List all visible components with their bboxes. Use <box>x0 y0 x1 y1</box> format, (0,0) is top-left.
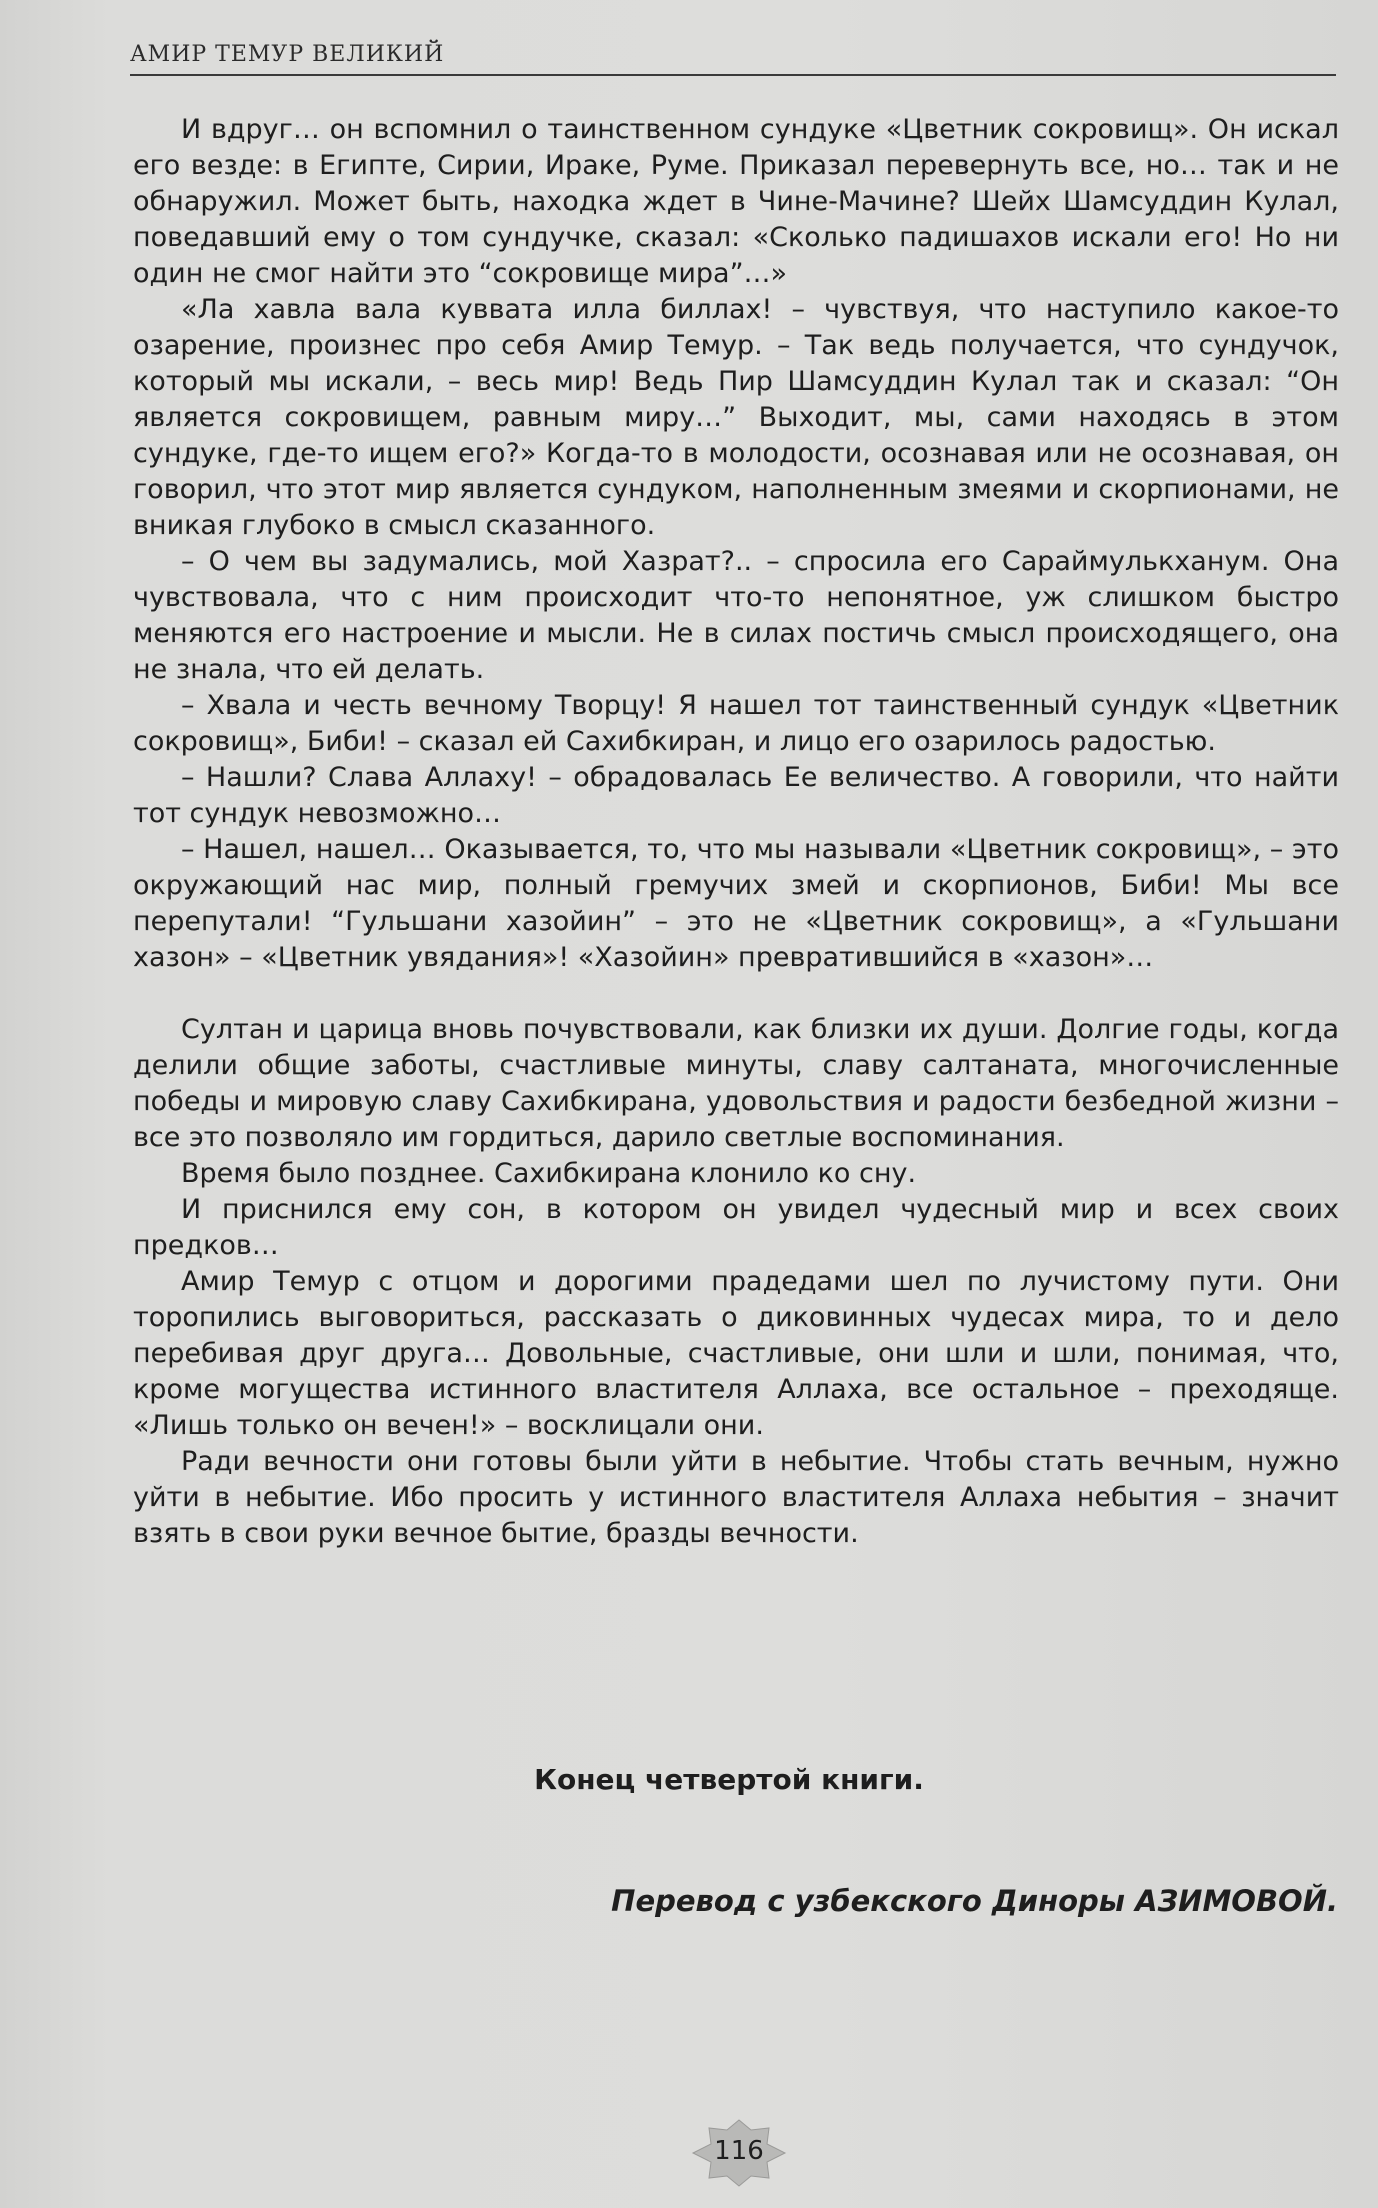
paragraph: «Ла хавла вала куввата илла биллах! – чувствуя, что наступило какое-то озарение, произнес про себя Амир Темур. – Так ведь получается, что сундучок, который мы искали, – весь мир! Ведь Пир Шамсуддин Кулал так и сказал: “Он является сокровищем, равным миру…” Выходит, мы, сами находясь в этом сундуке, где-то ищем его?» Когда-то в молодости, осознавая или не осознавая, он говорил, что этот мир является сундуком, наполненным змеями и скорпионами, не вникая глубоко в смысл сказанного. <box>133 294 1339 541</box>
page-number: 116 <box>714 2136 764 2166</box>
paragraph: Султан и царица вновь почувствовали, как близки их души. Долгие годы, когда делили общие заботы, счастливые минуты, славу салтаната, многочисленные победы и мировую славу Сахибкирана, удовольствия и радости безбедной жизни – все это позволяло им гордиться, дарило светлые воспоминания. <box>133 1014 1339 1153</box>
section-break <box>133 976 1339 1012</box>
page-number-ornament <box>689 2118 789 2188</box>
paragraph: – Нашли? Слава Аллаху! – обрадовалась Ее величество. А говорили, что найти тот сундук невозможно… <box>133 762 1339 829</box>
paragraph: Время было позднее. Сахибкирана клонило ко сну. <box>181 1158 917 1189</box>
paragraph: Амир Темур с отцом и дорогими прадедами шел по лучистому пути. Они торопились выговориться, рассказать о диковинных чудесах мира, то и дело перебивая друг друга… Довольные, счастливые, они шли и шли, понимая, что, кроме могущества истинного властителя Аллаха, все остальное – преходяще. «Лишь только он вечен!» – восклицали они. <box>133 1266 1339 1441</box>
translator-credit: Перевод с узбекского Диноры АЗИМОВОЙ. <box>611 1884 1338 1918</box>
end-of-book-title: Конец четвертой книги. <box>534 1763 924 1796</box>
paragraph: – Хвала и честь вечному Творцу! Я нашел тот таинственный сундук «Цветник сокровищ», Биби! – сказал ей Сахибкиран, и лицо его озарилось радостью. <box>133 690 1339 757</box>
running-title: АМИР ТЕМУР ВЕЛИКИЙ <box>130 42 445 67</box>
header-rule <box>130 74 1336 76</box>
paragraph: Ради вечности они готовы были уйти в небытие. Чтобы стать вечным, нужно уйти в небытие. Ибо просить у истинного властителя Аллаха небытия – значит взять в свои руки вечное бытие, бразды вечности. <box>133 1446 1339 1549</box>
paragraph: – О чем вы задумались, мой Хазрат?.. – спросила его Сараймулькханум. Она чувствовала, что с ним происходит что-то непонятное, уж слишком быстро меняются его настроение и мысли. Не в силах постичь смысл происходящего, она не знала, что ей делать. <box>133 546 1339 685</box>
paragraph: – Нашел, нашел… Оказывается, то, что мы называли «Цветник сокровищ», – это окружающий нас мир, полный гремучих змей и скорпионов, Биби! Мы все перепутали! “Гульшани хазойин” – это не «Цветник сокровищ», а «Гульшани хазон» – «Цветник увядания»! «Хазойин» превратившийся в «хазон»… <box>133 834 1339 973</box>
body-text <box>133 112 1339 1552</box>
paragraph: И вдруг… он вспомнил о таинственном сундуке «Цветник сокровищ». Он искал его везде: в Египте, Сирии, Ираке, Руме. Приказал перевернуть все, но… так и не обнаружил. Может быть, находка ждет в Чине-Мачине? Шейх Шамсуддин Кулал, поведавший ему о том сундучке, сказал: «Сколько падишахов искали его! Но ни один не смог найти это “сокровище мира”…» <box>133 114 1339 289</box>
paragraph: И приснился ему сон, в котором он увидел чудесный мир и всех своих предков… <box>133 1194 1339 1261</box>
